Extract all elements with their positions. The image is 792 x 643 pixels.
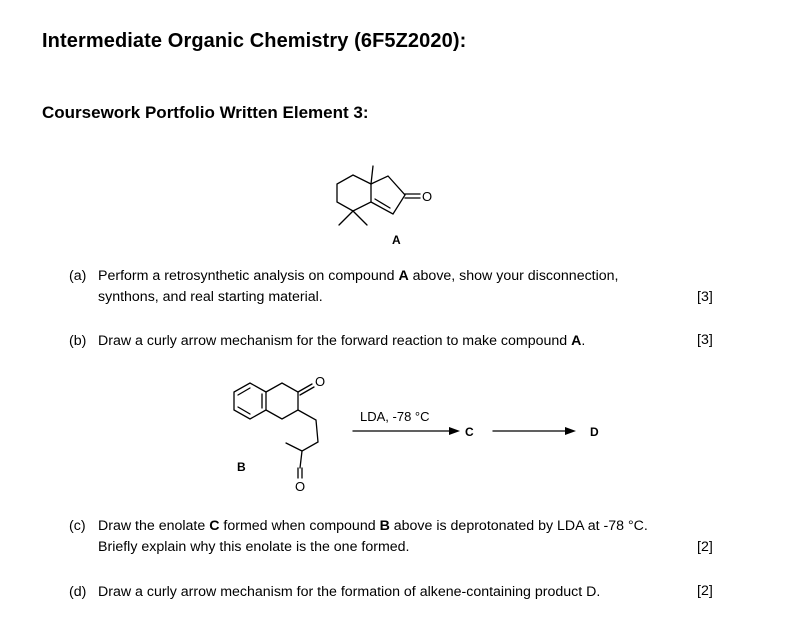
question-a: (a) Perform a retrosynthetic analysis on compound A above, show your disconnection, synthons, and real starting material.: [69, 268, 619, 305]
compound-b-ketone-oxygen-label: O: [295, 479, 306, 494]
page-title: Intermediate Organic Chemistry (6F5Z2020):: [42, 30, 467, 52]
product-d-label: D: [590, 425, 599, 439]
question-c-marks: [2]: [697, 539, 713, 555]
question-a-marks: [3]: [697, 289, 713, 305]
question-a-line2: synthons, and real starting material.: [98, 289, 323, 305]
question-c-line2: Briefly explain why this enolate is the one formed.: [98, 539, 410, 555]
compound-a-label: A: [392, 233, 401, 247]
question-d-marks: [2]: [697, 583, 713, 599]
compound-b-oxygen-label: O: [315, 374, 326, 389]
question-d: (d) Draw a curly arrow mechanism for the formation of alkene-containing product D.: [69, 582, 689, 603]
reagent-label: LDA, -78 °C: [360, 409, 430, 424]
question-b-marks: [3]: [697, 332, 713, 348]
question-c-number: (c): [69, 518, 86, 534]
question-b-number: (b): [69, 333, 87, 349]
compound-b-label: B: [237, 460, 246, 474]
question-d-number: (d): [69, 584, 87, 600]
question-c: (c) Draw the enolate C formed when compound B above is deprotonated by LDA at -78 °C. Briefly explain why this enolate is the one formed.: [69, 518, 648, 555]
page-subtitle: Coursework Portfolio Written Element 3:: [42, 103, 369, 122]
question-a-number: (a): [69, 268, 87, 284]
compound-a-oxygen-label: O: [422, 189, 433, 204]
question-b: (b) Draw a curly arrow mechanism for the forward reaction to make compound A.: [69, 331, 689, 352]
intermediate-c-label: C: [465, 425, 474, 439]
